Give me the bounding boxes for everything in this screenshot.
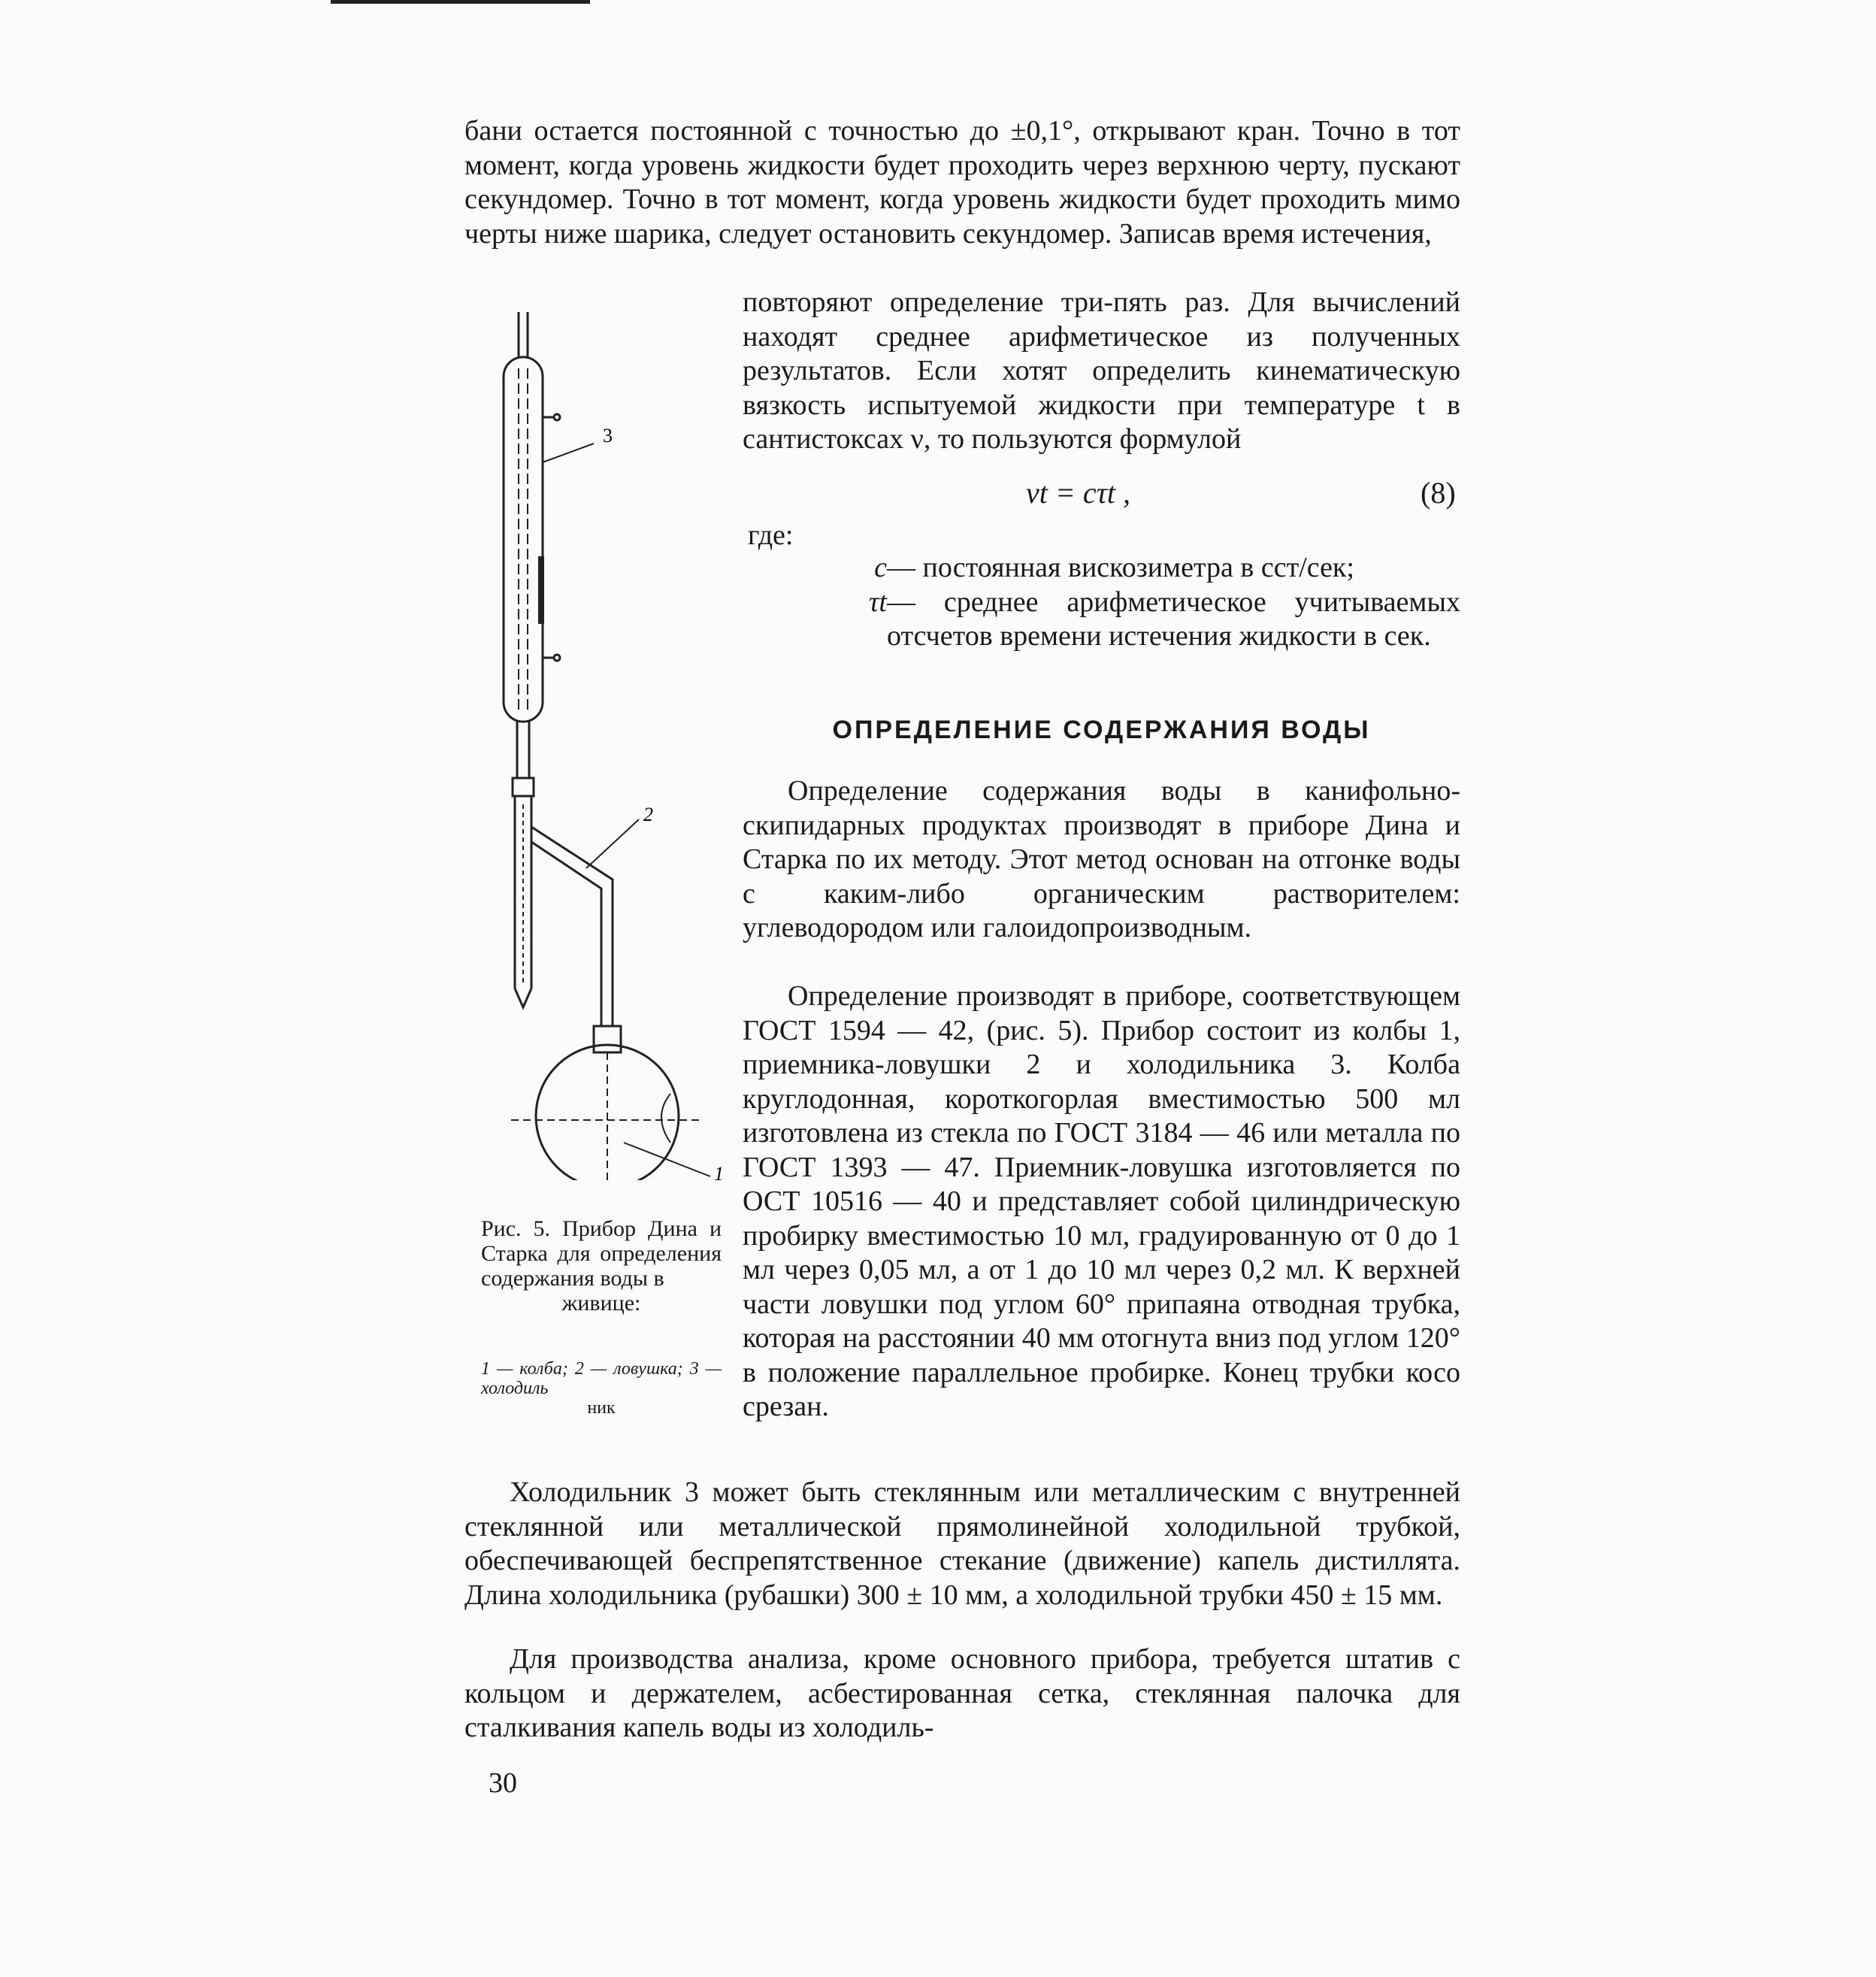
figure-caption-text: Рис. 5. Прибор Дина и Старка для определения содержания воды в [481,1216,722,1291]
paragraph-2-text: Определение производят в приборе, соответствующем ГОСТ 1594 — 42, (рис. 5). Прибор состоит из колбы 1, приемника-ловушки 2 и холодильника 3. Колба круглодонная, короткогорлая вместимостью 500 мл изготовлена из стекла по ГОСТ 3184 — 46 или металла по ГОСТ 1393 — 47. Приемник-ловушка изготовляется по ОСТ 10516 — 40 и представляет собой цилиндрическую пробирку вместимостью 10 мл, градуированную от 0 до 1 мл через 0,05 мл, а от 1 до 10 мл через 0,2 мл. К верхней части ловушки под углом 60° припаяна отводная трубка, которая на расстоянии 40 мм отогнута вниз под углом 120° в положение параллельное пробирке. Конец трубки косо срезан. [743,980,1460,1422]
label-3: 3 [603,425,613,447]
right-paragraph-text: повторяют определение три-пять раз. Для вычислений находят среднее арифметическое из полученных результатов. Если хотят определить кинематическую вязкость испытуемой жидкости при температуре t в сантистоксах ν, то пользуются формулой [743,286,1460,455]
definition-c [800,551,1460,586]
page-edge [331,0,590,4]
leader-line-2 [586,819,639,868]
top-paragraph [464,114,1460,251]
formula-number: (8) [1421,476,1456,510]
flask-neck [594,1026,621,1052]
label-1: 1 [714,1163,724,1180]
figure-caption-last: живице: [561,1291,641,1315]
definition-text: — среднее арифметическое учитываемых отсчетов времени истечения жидкости в сек. [887,586,1460,652]
label-2: 2 [643,804,653,825]
definition-text: — постоянная вискозиметра в сст/сек; [887,552,1354,583]
definition-symbol: τt [868,586,887,618]
right-paragraph [743,286,1460,457]
definition-symbol: c [874,552,887,583]
paragraph-1 [743,774,1460,946]
figure-legend [481,1359,722,1418]
paragraph-4 [464,1642,1460,1745]
condenser-jacket [504,357,543,722]
where-label: где: [748,519,794,551]
figure-legend-last: ник [587,1398,616,1418]
dean-stark-apparatus-figure [474,308,789,1180]
leader-line-3 [543,444,594,462]
condenser-shading [538,556,544,624]
figure-caption [481,1216,722,1315]
coupling [513,778,534,796]
definitions [800,551,1460,654]
formula: νt = cτt , [1026,476,1131,510]
paragraph-1-text: Определение содержания воды в канифольно-скипидарных продуктах производят в приборе Дина и Старка по их методу. Этот метод основан на отгонке воды с каким-либо органическим растворителем: углеводородом или галоидопроизводным. [743,775,1460,943]
leader-line-1 [624,1143,710,1176]
page-number: 30 [489,1767,517,1799]
top-paragraph-text: бани остается постоянной с точностью до ±0,1°, открывают кран. Точно в тот момент, когда уровень жидкости будет проходить через верхнюю черту, пускают секундомер. Точно в тот момент, когда уровень жидкости будет проходить мимо черты ниже шарика, следует остановить секундомер. Записав время истечения, [464,115,1460,250]
paragraph-3-text: Холодильник 3 может быть стеклянным или металлическим с внутренней стеклянной или металлической прямолинейной холодильной трубкой, обеспечивающей беспрепятственное стекание (движение) капель дистиллята. Длина холодильника (рубашки) 300 ± 10 мм, а холодильной трубки 450 ± 15 мм. [464,1476,1460,1611]
paragraph-2 [743,979,1460,1424]
section-heading: ОПРЕДЕЛЕНИЕ СОДЕРЖАНИЯ ВОДЫ [832,716,1371,744]
figure-legend-text: 1 — колба; 2 — ловушка; 3 — холодиль [481,1359,722,1398]
paragraph-3 [464,1476,1460,1612]
paragraph-4-text: Для производства анализа, кроме основного прибора, требуется штатив с кольцом и держателем, асбестированная сетка, стеклянная палочка для сталкивания капель воды из холодиль- [464,1643,1460,1743]
definition-tau [800,586,1460,654]
